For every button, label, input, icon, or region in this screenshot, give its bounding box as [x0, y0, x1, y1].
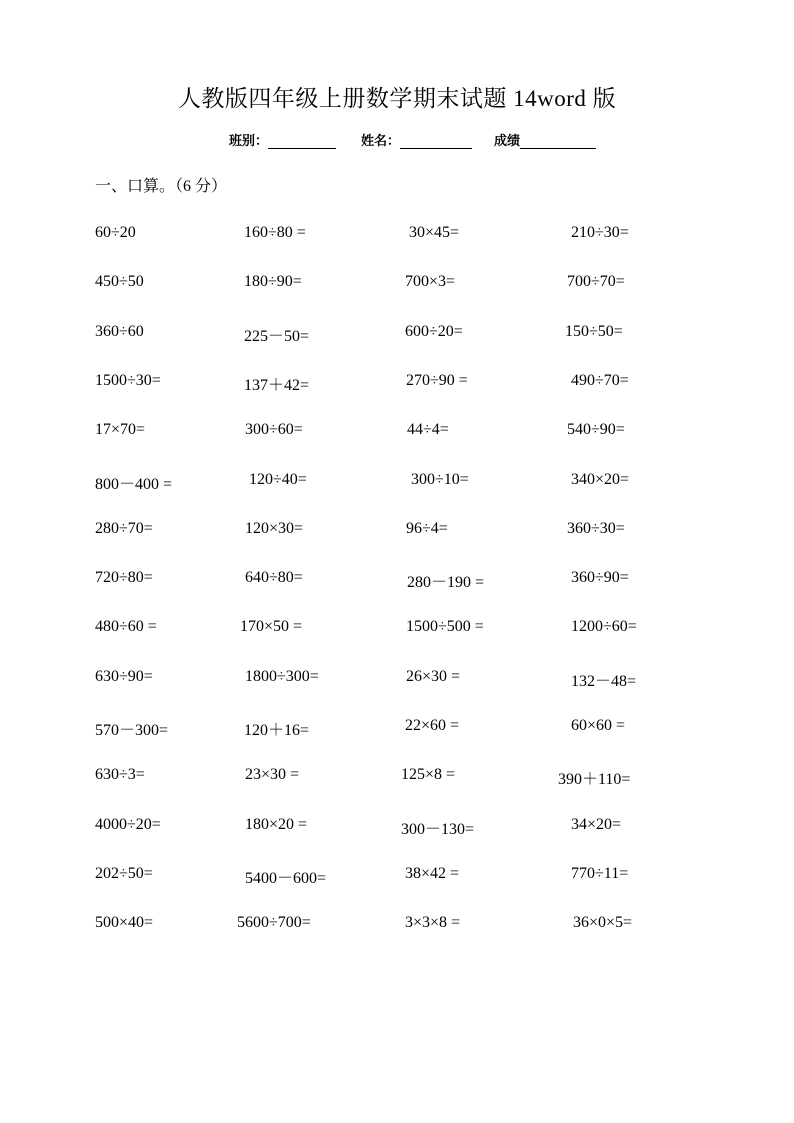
problem-item: 120＋16= — [244, 722, 310, 739]
problem-item: 22×60 = — [405, 717, 460, 734]
problem-row — [0, 668, 794, 692]
problem-item: 34×20= — [571, 816, 622, 833]
problem-item: 60÷20 — [95, 224, 136, 241]
name-label: 姓名： — [361, 134, 401, 149]
class-blank[interactable] — [268, 135, 336, 149]
problem-item: 490÷70= — [571, 372, 629, 389]
name-field — [361, 130, 472, 149]
score-label: 成绩 — [494, 134, 521, 149]
problem-row — [0, 520, 794, 544]
problem-item: 96÷4= — [406, 520, 448, 537]
problem-item: 1500÷500 = — [406, 618, 484, 635]
problem-item: 450÷50 — [95, 273, 144, 290]
problem-item: 630÷3= — [95, 766, 145, 783]
problem-item: 38×42 = — [405, 865, 460, 882]
problem-item: 3×3×8 = — [405, 914, 461, 931]
problem-item: 300÷60= — [245, 421, 303, 438]
problem-item: 150÷50= — [565, 323, 623, 340]
class-label: 班别： — [229, 134, 269, 149]
problem-item: 300÷10= — [411, 471, 469, 488]
problem-row — [0, 471, 794, 495]
problem-item: 360÷90= — [571, 569, 629, 586]
problem-row — [0, 914, 794, 938]
problem-item: 180×20 = — [245, 816, 308, 833]
problem-item: 720÷80= — [95, 569, 153, 586]
class-field — [229, 130, 336, 149]
problem-item: 17×70= — [95, 421, 146, 438]
problem-item: 120×30= — [245, 520, 304, 537]
problem-item: 1800÷300= — [245, 668, 319, 685]
problem-item: 180÷90= — [244, 273, 302, 290]
problem-item: 480÷60 = — [95, 618, 157, 635]
problem-row — [0, 618, 794, 642]
problem-item: 570－300= — [95, 722, 169, 739]
name-blank[interactable] — [400, 135, 472, 149]
problem-item: 540÷90= — [567, 421, 625, 438]
problem-item: 1200÷60= — [571, 618, 637, 635]
problem-item: 170×50 = — [240, 618, 303, 635]
problem-item: 360÷60 — [95, 323, 144, 340]
problem-item: 225－50= — [244, 328, 310, 345]
problem-item: 160÷80 = — [244, 224, 306, 241]
problem-row — [0, 717, 794, 741]
problem-item: 600÷20= — [405, 323, 463, 340]
problem-item: 630÷90= — [95, 668, 153, 685]
problem-item: 500×40= — [95, 914, 154, 931]
problem-item: 640÷80= — [245, 569, 303, 586]
score-field — [494, 130, 596, 149]
problem-item: 30×45= — [409, 224, 460, 241]
problem-item: 132－48= — [571, 673, 637, 690]
problem-item: 700÷70= — [567, 273, 625, 290]
problem-item: 5400－600= — [245, 870, 327, 887]
section-heading: 一、口算。（6 分） — [95, 178, 228, 195]
problem-item: 700×3= — [405, 273, 456, 290]
problem-item: 210÷30= — [571, 224, 629, 241]
problem-row — [0, 816, 794, 840]
page-title: 人教版四年级上册数学期末试题 14word 版 — [177, 86, 617, 111]
problem-item: 360÷30= — [567, 520, 625, 537]
score-blank[interactable] — [520, 135, 596, 149]
problem-item: 44÷4= — [407, 421, 449, 438]
problem-item: 280－190 = — [407, 574, 485, 591]
problem-item: 270÷90 = — [406, 372, 468, 389]
problem-item: 36×0×5= — [573, 914, 633, 931]
problem-row — [0, 323, 794, 347]
problem-item: 300－130= — [401, 821, 475, 838]
problem-row — [0, 273, 794, 297]
problem-item: 340×20= — [571, 471, 630, 488]
problem-row — [0, 569, 794, 593]
problem-item: 280÷70= — [95, 520, 153, 537]
problem-item: 1500÷30= — [95, 372, 161, 389]
problem-item: 120÷40= — [249, 471, 307, 488]
problem-row — [0, 766, 794, 790]
problem-item: 60×60 = — [571, 717, 626, 734]
problem-row — [0, 372, 794, 396]
problem-item: 770÷11= — [571, 865, 629, 882]
problem-item: 125×8 = — [401, 766, 456, 783]
problem-row — [0, 865, 794, 889]
problem-item: 800－400 = — [95, 476, 173, 493]
problem-row — [0, 421, 794, 445]
problem-item: 4000÷20= — [95, 816, 161, 833]
problem-item: 23×30 = — [245, 766, 300, 783]
problem-row — [0, 224, 794, 248]
problem-item: 202÷50= — [95, 865, 153, 882]
problem-item: 137＋42= — [244, 377, 310, 394]
problem-item: 26×30 = — [406, 668, 461, 685]
problem-item: 390＋110= — [558, 771, 631, 788]
problem-item: 5600÷700= — [237, 914, 311, 931]
